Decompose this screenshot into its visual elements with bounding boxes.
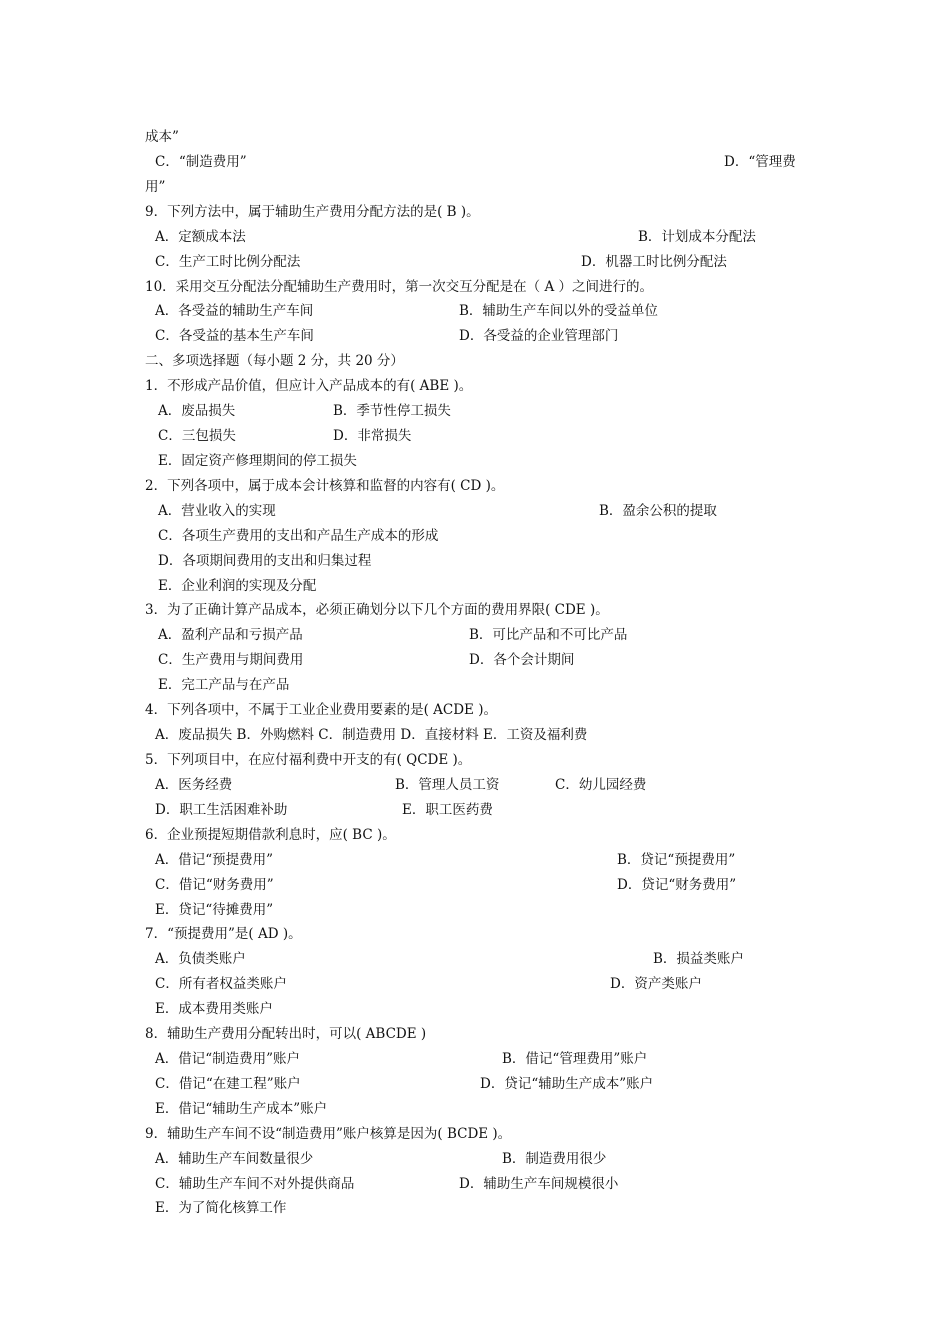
option-c: C．辅助生产车间不对外提供商品 bbox=[155, 1176, 355, 1192]
question-9: 9．辅助生产车间不设“制造费用”账户核算是因为( BCDE )。 bbox=[145, 1126, 512, 1142]
options-row: A．废品损失 B．外购燃料 C．制造费用 D．直接材料 E．工资及福利费 bbox=[155, 727, 588, 743]
question-3: 3．为了正确计算产品成本，必须正确划分以下几个方面的费用界限( CDE )。 bbox=[145, 602, 609, 618]
option-d: D．各个会计期间 bbox=[469, 652, 575, 668]
option-d: D．机器工时比例分配法 bbox=[581, 254, 727, 270]
option-a: A．盈利产品和亏损产品 bbox=[158, 627, 303, 643]
option-b: B．借记“管理费用”账户 bbox=[502, 1051, 648, 1067]
question-8: 8．辅助生产费用分配转出时，可以( ABCDE ) bbox=[145, 1026, 427, 1042]
option-c: C．所有者权益类账户 bbox=[155, 976, 287, 992]
option-e: E．企业利润的实现及分配 bbox=[158, 578, 317, 594]
option-b: B．管理人员工资 bbox=[395, 777, 500, 793]
option-a: A．负债类账户 bbox=[155, 951, 246, 967]
option-e: E．为了简化核算工作 bbox=[155, 1200, 287, 1216]
option-a: A．废品损失 bbox=[158, 403, 236, 419]
question-1: 1．不形成产品价值，但应计入产品成本的有( ABE )。 bbox=[145, 378, 473, 394]
question-9: 9．下列方法中，属于辅助生产费用分配方法的是( B )。 bbox=[145, 204, 480, 220]
option-e: E．完工产品与在产品 bbox=[158, 677, 290, 693]
option-d: D．非常损失 bbox=[333, 428, 412, 444]
option-b: B．制造费用很少 bbox=[502, 1151, 607, 1167]
option-a: A．营业收入的实现 bbox=[158, 503, 276, 519]
option-d: D．各项期间费用的支出和归集过程 bbox=[158, 553, 372, 569]
option-d: D．辅助生产车间规模很小 bbox=[459, 1176, 619, 1192]
option-d: D．职工生活困难补助 bbox=[155, 802, 288, 818]
question-4: 4．下列各项中，不属于工业企业费用要素的是( ACDE )。 bbox=[145, 702, 497, 718]
option-e: E．职工医药费 bbox=[402, 802, 493, 818]
option-d: D．资产类账户 bbox=[610, 976, 702, 992]
option-b: B．可比产品和不可比产品 bbox=[469, 627, 628, 643]
question-10: 10．采用交互分配法分配辅助生产费用时，第一次交互分配是在（ A ）之间进行的。 bbox=[145, 279, 654, 295]
option-c: C．幼儿园经费 bbox=[555, 777, 647, 793]
question-7: 7．“预提费用”是( AD )。 bbox=[145, 926, 302, 942]
option-e: E．贷记“待摊费用” bbox=[155, 902, 274, 918]
question-2: 2．下列各项中，属于成本会计核算和监督的内容有( CD )。 bbox=[145, 478, 505, 494]
option-c: C．借记“财务费用” bbox=[155, 877, 274, 893]
option-c: C．生产费用与期间费用 bbox=[158, 652, 304, 668]
option-a: A．借记“预提费用” bbox=[155, 852, 274, 868]
option-d: D．“管理费 bbox=[724, 154, 796, 170]
option-d: D．各受益的企业管理部门 bbox=[459, 328, 619, 344]
option-b: B．贷记“预提费用” bbox=[617, 852, 736, 868]
option-b: B．季节性停工损失 bbox=[333, 403, 451, 419]
option-c: C．生产工时比例分配法 bbox=[155, 254, 301, 270]
option-e: E．借记“辅助生产成本”账户 bbox=[155, 1101, 328, 1117]
section-heading: 二、多项选择题（每小题 2 分，共 20 分） bbox=[145, 353, 404, 369]
question-6: 6．企业预提短期借款利息时，应( BC )。 bbox=[145, 827, 396, 843]
option-b: B．辅助生产车间以外的受益单位 bbox=[459, 303, 658, 319]
question-5: 5．下列项目中，在应付福利费中开支的有( QCDE )。 bbox=[145, 752, 472, 768]
option-a: A．医务经费 bbox=[155, 777, 233, 793]
option-b: B．计划成本分配法 bbox=[638, 229, 756, 245]
option-a: A．各受益的辅助生产车间 bbox=[155, 303, 314, 319]
text-line: 用” bbox=[145, 179, 166, 195]
option-d: D．贷记“财务费用” bbox=[617, 877, 737, 893]
option-c: C．各受益的基本生产车间 bbox=[155, 328, 314, 344]
option-a: A．借记“制造费用”账户 bbox=[155, 1051, 301, 1067]
option-d: D．贷记“辅助生产成本”账户 bbox=[480, 1076, 654, 1092]
option-c: C．“制造费用” bbox=[155, 154, 247, 170]
option-a: A．辅助生产车间数量很少 bbox=[155, 1151, 314, 1167]
option-e: E．成本费用类账户 bbox=[155, 1001, 273, 1017]
option-e: E．固定资产修理期间的停工损失 bbox=[158, 453, 357, 469]
option-c: C．三包损失 bbox=[158, 428, 236, 444]
option-c: C．各项生产费用的支出和产品生产成本的形成 bbox=[158, 528, 439, 544]
option-c: C．借记“在建工程”账户 bbox=[155, 1076, 301, 1092]
option-b: B．盈余公积的提取 bbox=[599, 503, 717, 519]
option-b: B．损益类账户 bbox=[653, 951, 744, 967]
option-a: A．定额成本法 bbox=[155, 229, 246, 245]
text-line: 成本” bbox=[145, 129, 179, 145]
